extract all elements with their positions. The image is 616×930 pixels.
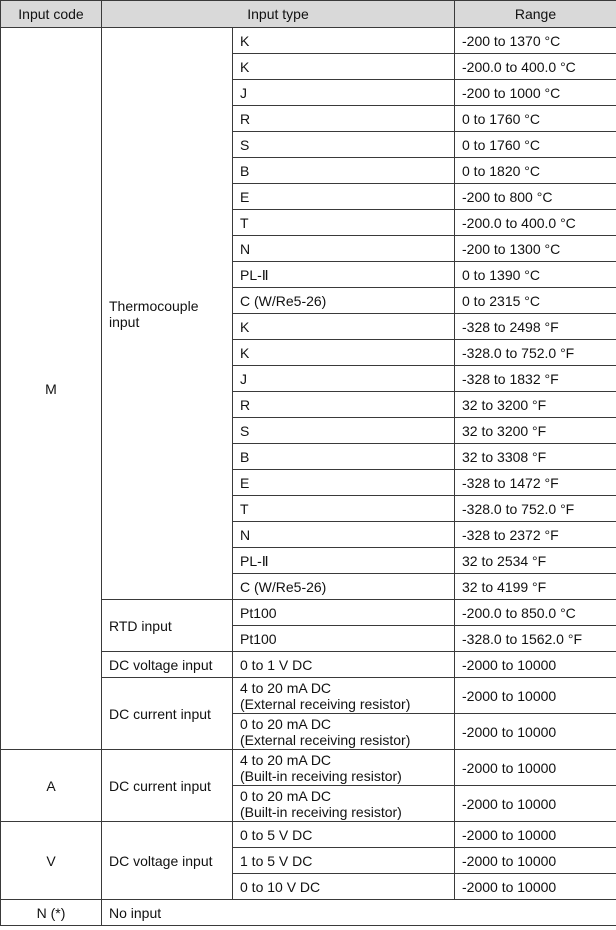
range-cell: -200 to 800 °C — [455, 184, 616, 210]
category-dc-voltage: DC voltage input — [102, 652, 233, 678]
range-cell: -2000 to 10000 — [455, 786, 616, 822]
type-cell: T — [233, 496, 455, 522]
category-dc-voltage: DC voltage input — [102, 822, 233, 900]
range-cell: -328 to 2372 °F — [455, 522, 616, 548]
type-cell: J — [233, 366, 455, 392]
type-cell: N — [233, 236, 455, 262]
range-cell: -328.0 to 752.0 °F — [455, 496, 616, 522]
range-cell: -328 to 1472 °F — [455, 470, 616, 496]
range-cell: -2000 to 10000 — [455, 652, 616, 678]
type-cell: B — [233, 444, 455, 470]
type-cell: 1 to 5 V DC — [233, 848, 455, 874]
category-no-input: No input — [102, 900, 616, 926]
type-cell: K — [233, 340, 455, 366]
table-row — [1, 28, 616, 54]
range-cell: -2000 to 10000 — [455, 714, 616, 750]
range-cell: -328.0 to 752.0 °F — [455, 340, 616, 366]
range-cell: 32 to 3200 °F — [455, 392, 616, 418]
range-cell: -2000 to 10000 — [455, 874, 616, 900]
range-cell: 0 to 2315 °C — [455, 288, 616, 314]
range-cell: 32 to 2534 °F — [455, 548, 616, 574]
input-code-n: N (*) — [1, 900, 102, 926]
table-row — [1, 822, 616, 848]
category-rtd: RTD input — [102, 600, 233, 652]
table-row — [1, 750, 616, 786]
range-cell: 0 to 1390 °C — [455, 262, 616, 288]
category-dc-current: DC current input — [102, 678, 233, 750]
category-thermocouple: Thermocouple input — [102, 28, 233, 600]
type-cell: 4 to 20 mA DC (Built-in receiving resistor) — [233, 750, 455, 786]
range-cell: -328 to 2498 °F — [455, 314, 616, 340]
type-cell: 0 to 20 mA DC (External receiving resistor) — [233, 714, 455, 750]
type-cell: Pt100 — [233, 600, 455, 626]
type-cell: R — [233, 392, 455, 418]
range-cell: -2000 to 10000 — [455, 848, 616, 874]
type-cell: 0 to 5 V DC — [233, 822, 455, 848]
type-cell: 0 to 20 mA DC (Built-in receiving resistor) — [233, 786, 455, 822]
range-cell: -2000 to 10000 — [455, 822, 616, 848]
type-cell: PL-Ⅱ — [233, 548, 455, 574]
range-cell: -2000 to 10000 — [455, 678, 616, 714]
range-cell: 0 to 1760 °C — [455, 132, 616, 158]
range-cell: -200.0 to 400.0 °C — [455, 54, 616, 80]
header-row — [1, 1, 616, 28]
table-row — [1, 900, 616, 926]
type-cell: J — [233, 80, 455, 106]
range-cell: -328.0 to 1562.0 °F — [455, 626, 616, 652]
type-cell: K — [233, 314, 455, 340]
header-input-code: Input code — [1, 1, 102, 28]
range-cell: 32 to 4199 °F — [455, 574, 616, 600]
type-cell: R — [233, 106, 455, 132]
type-cell: C (W/Re5-26) — [233, 288, 455, 314]
type-cell: 4 to 20 mA DC (External receiving resistor) — [233, 678, 455, 714]
header-input-type: Input type — [102, 1, 455, 28]
type-cell: B — [233, 158, 455, 184]
input-code-a: A — [1, 750, 102, 822]
range-cell: -200.0 to 850.0 °C — [455, 600, 616, 626]
range-cell: -200 to 1000 °C — [455, 80, 616, 106]
type-cell: E — [233, 470, 455, 496]
type-cell: T — [233, 210, 455, 236]
type-cell: 0 to 1 V DC — [233, 652, 455, 678]
range-cell: 32 to 3200 °F — [455, 418, 616, 444]
type-cell: PL-Ⅱ — [233, 262, 455, 288]
range-cell: -328 to 1832 °F — [455, 366, 616, 392]
range-cell: -200 to 1300 °C — [455, 236, 616, 262]
range-cell: -200 to 1370 °C — [455, 28, 616, 54]
type-cell: Pt100 — [233, 626, 455, 652]
type-cell: C (W/Re5-26) — [233, 574, 455, 600]
type-cell: K — [233, 54, 455, 80]
category-dc-current: DC current input — [102, 750, 233, 822]
range-cell: -2000 to 10000 — [455, 750, 616, 786]
range-cell: 32 to 3308 °F — [455, 444, 616, 470]
header-range: Range — [455, 1, 616, 28]
range-cell: 0 to 1760 °C — [455, 106, 616, 132]
input-code-v: V — [1, 822, 102, 900]
type-cell: E — [233, 184, 455, 210]
type-cell: 0 to 10 V DC — [233, 874, 455, 900]
input-code-m: M — [1, 28, 102, 750]
type-cell: K — [233, 28, 455, 54]
type-cell: S — [233, 132, 455, 158]
type-cell: S — [233, 418, 455, 444]
type-cell: N — [233, 522, 455, 548]
range-cell: 0 to 1820 °C — [455, 158, 616, 184]
range-cell: -200.0 to 400.0 °C — [455, 210, 616, 236]
